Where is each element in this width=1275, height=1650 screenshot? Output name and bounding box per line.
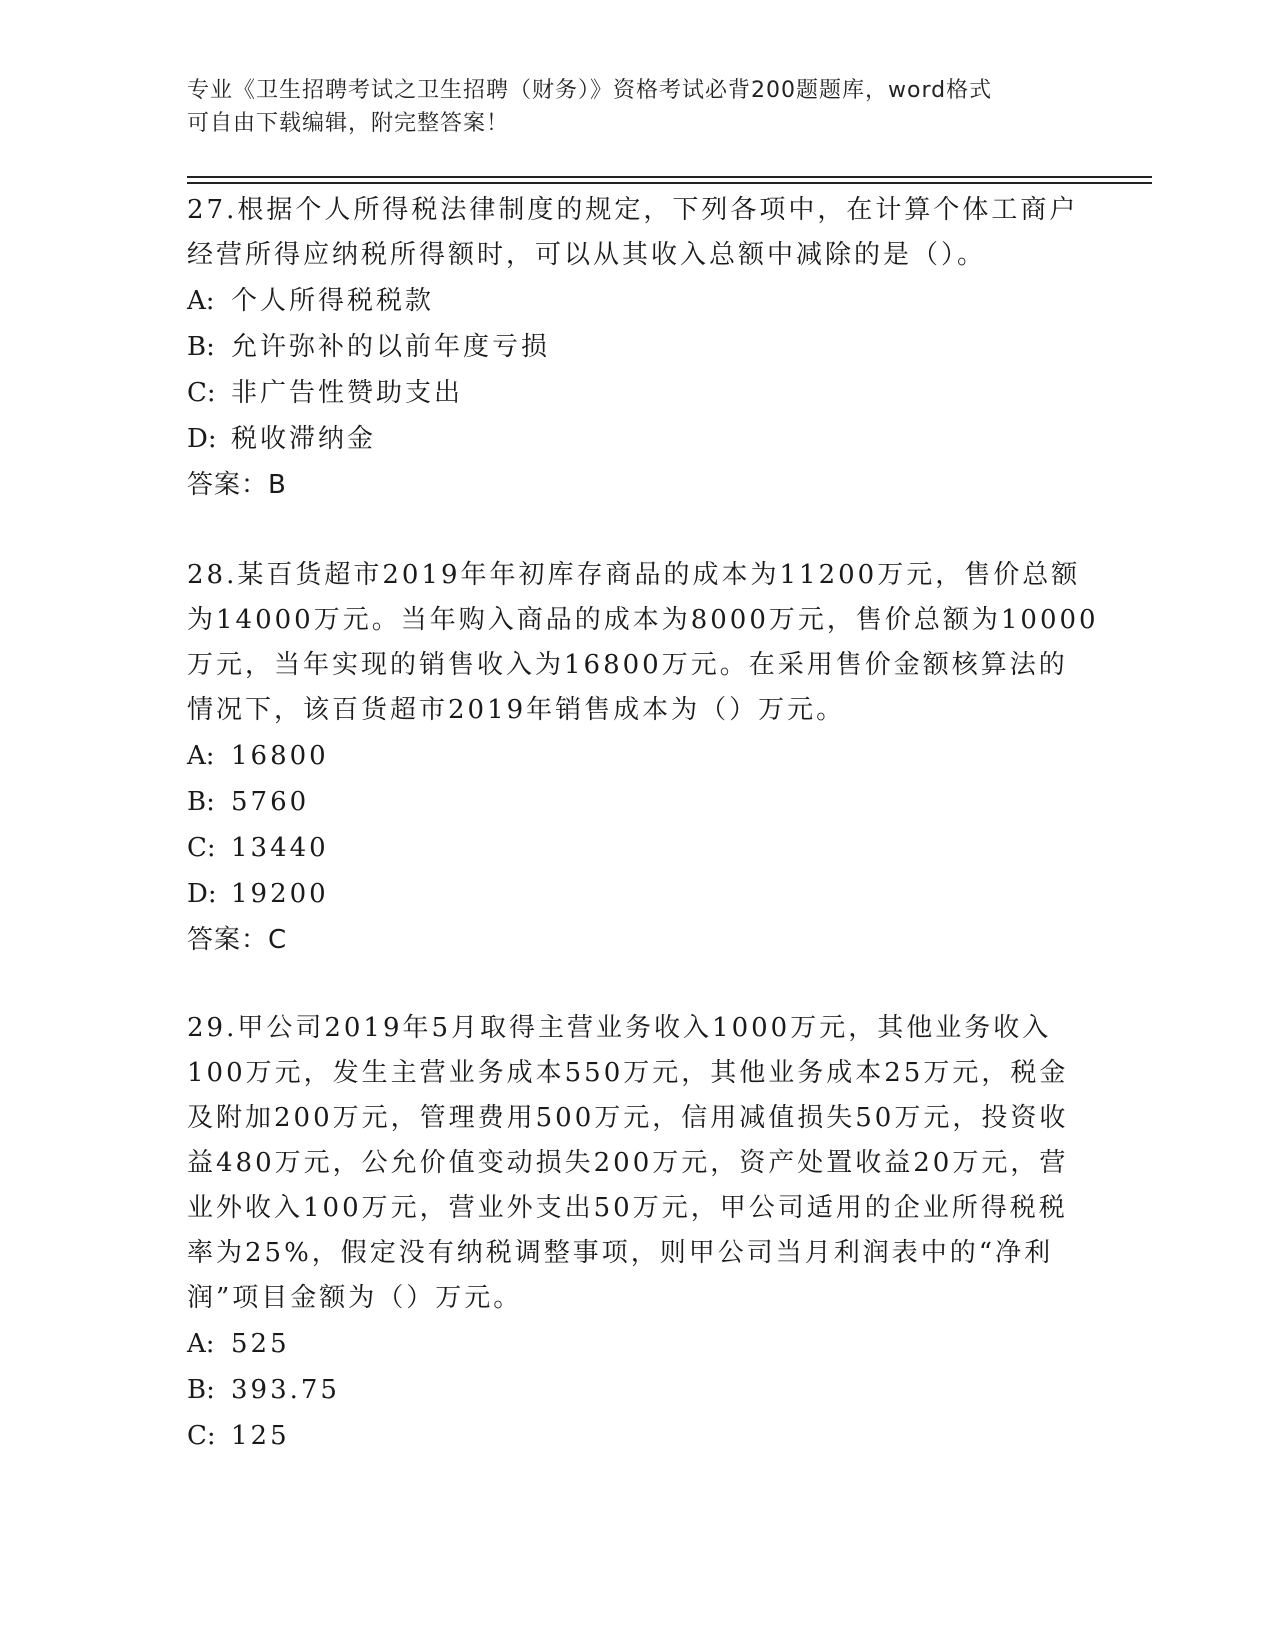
option-letter: B: — [187, 1375, 215, 1405]
option-b — [187, 1367, 1087, 1413]
option-a — [187, 733, 1087, 779]
answer-text: 答案：B — [187, 470, 287, 500]
option-text: 5760 — [231, 787, 310, 817]
question-27 — [187, 188, 1087, 508]
option-a — [187, 1321, 1087, 1367]
option-text: 19200 — [231, 879, 329, 909]
document-header — [187, 74, 1067, 140]
header-line-1: 专业《卫生招聘考试之卫生招聘（财务）》资格考试必背200题题库，word格式 — [187, 78, 993, 103]
option-text: 13440 — [231, 833, 329, 863]
option-letter: C: — [187, 1421, 216, 1451]
option-c — [187, 370, 1087, 416]
option-d — [187, 416, 1087, 462]
stem-line: 28.某百货超市2019年年初库存商品的成本为11200万元，售价总额 — [187, 560, 1081, 590]
option-d — [187, 871, 1087, 917]
stem-line: 润”项目金额为（）万元。 — [187, 1283, 523, 1313]
option-letter: A: — [187, 286, 215, 316]
option-a — [187, 278, 1087, 324]
stem-line: 益480万元，公允价值变动损失200万元，资产处置收益20万元，营 — [187, 1148, 1069, 1178]
stem-line: 业外收入100万元，营业外支出50万元，甲公司适用的企业所得税税 — [187, 1193, 1068, 1223]
stem-line: 100万元，发生主营业务成本550万元，其他业务成本25万元，税金 — [187, 1058, 1069, 1088]
option-letter: B: — [187, 332, 215, 362]
option-text: 个人所得税税款 — [231, 286, 435, 316]
question-28 — [187, 553, 1099, 963]
option-letter: A: — [187, 1329, 215, 1359]
stem-line: 27.根据个人所得税法律制度的规定，下列各项中，在计算个体工商户 — [187, 195, 1079, 225]
option-text: 393.75 — [231, 1375, 340, 1405]
option-letter: C: — [187, 378, 216, 408]
option-text: 125 — [231, 1421, 290, 1451]
option-letter: B: — [187, 787, 215, 817]
option-letter: A: — [187, 741, 215, 771]
question-stem — [187, 1006, 1087, 1321]
stem-line: 情况下，该百货超市2019年销售成本为（）万元。 — [187, 695, 846, 725]
option-text: 525 — [231, 1329, 290, 1359]
option-b — [187, 779, 1087, 825]
option-text: 税收滞纳金 — [231, 424, 377, 454]
option-letter: D: — [187, 424, 217, 454]
stem-line: 为14000万元。当年购入商品的成本为8000万元，售价总额为10000 — [187, 605, 1099, 635]
option-text: 非广告性赞助支出 — [231, 378, 464, 408]
stem-line: 经营所得应纳税所得额时，可以从其收入总额中减除的是（）。 — [187, 240, 987, 270]
option-b — [187, 324, 1087, 370]
stem-line: 及附加200万元，管理费用500万元，信用减值损失50万元，投资收 — [187, 1103, 1069, 1133]
answer-text: 答案：C — [187, 925, 288, 955]
header-divider-top — [187, 176, 1152, 178]
stem-line: 率为25%，假定没有纳税调整事项，则甲公司当月利润表中的“净利 — [187, 1238, 1054, 1268]
header-line-2: 可自由下载编辑，附完整答案！ — [187, 111, 510, 136]
stem-line: 万元，当年实现的销售收入为16800万元。在采用售价金额核算法的 — [187, 650, 1068, 680]
option-c — [187, 1413, 1087, 1459]
question-stem — [187, 553, 1099, 733]
question-29 — [187, 1006, 1087, 1459]
option-letter: C: — [187, 833, 216, 863]
question-stem — [187, 188, 1087, 278]
option-c — [187, 825, 1087, 871]
option-text: 允许弥补的以前年度亏损 — [231, 332, 551, 362]
stem-line: 29.甲公司2019年5月取得主营业务收入1000万元，其他业务收入 — [187, 1013, 1052, 1043]
option-letter: D: — [187, 879, 217, 909]
option-text: 16800 — [231, 741, 329, 771]
header-divider-bottom — [187, 182, 1152, 184]
